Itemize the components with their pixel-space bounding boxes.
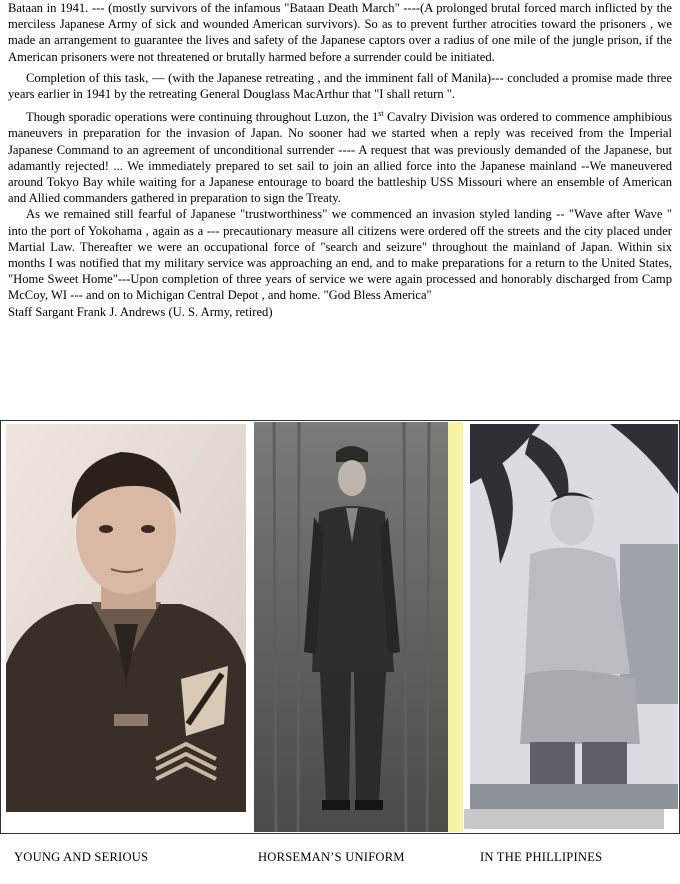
paragraph-3 [8, 109, 672, 206]
philippines-photo [470, 424, 678, 809]
paragraph-1: Bataan in 1941. --- (mostly survivors of the infamous "Bataan Death March" ----(A prolonged brutal forced march inflicted by the merciless Japanese Army of sick and wounded American survivors). So as to prevent further atrocities toward the prisoners , we made an arrangement to guarantee the lives and safety of the Japanese captors over a radius of one mile of the jungle prison, if the American prisoners were not threatened or brutally harmed before a surrender could be initiated. [8, 1, 672, 64]
photo-panel [0, 420, 680, 834]
uniform-photo [254, 422, 448, 832]
caption-young-and-serious: YOUNG AND SERIOUS [14, 850, 149, 864]
paragraph-3-start: Though sporadic operations were continuing throughout Luzon, the 1 [26, 110, 379, 125]
photo-base-strip [464, 809, 664, 829]
paragraph-4: As we remained still fearful of Japanese "trustworthiness" we commenced an invasion styled landing -- "Wave after Wave " into the port of Yokohama , again as a --- precautionary measure all citizens were ordered off the streets and the city placed under Martial Law. Thereafter we were an occupational force of "search and seizure" throughout the mainland of Japan. Within six months I was notified that my military service was approaching an end, and to make preparations for a return to the United States, "Home Sweet Home"---Upon completion of three years of service we were again processed and honorably discharged from Camp McCoy, WI --- and on to Michigan Central Depot , and home. "God Bless America" [8, 207, 672, 303]
signature-line: Staff Sargant Frank J. Andrews (U. S. Army, retired) [8, 304, 273, 319]
article-text [8, 0, 672, 320]
ordinal-superscript: st [378, 109, 384, 119]
paragraph-3-rest: Cavalry Division was ordered to commence amphibious maneuvers in preparation for the invasion of Japan. No sooner had we started when a reply was received from the Imperial Japanese Command to an agreement of unconditional surrender ---- A request that was previously demanded of the Japanese, but adamantly rejected! ... We immediately prepared to set sail to join an allied force into the Japanese mainland --We maneuvered around Tokyo Bay while waiting for a Japanese entourage to board the battleship USS Missouri where an ensemble of American and Allied commanders gathered in preparation to sign the Treaty. [8, 110, 672, 206]
caption-in-the-phillipines: IN THE PHILLIPINES [480, 850, 603, 864]
paragraph-2: Completion of this task, — (with the Japanese retreating , and the imminent fall of Manila)--- concluded a promise made three years earlier in 1941 by the retreating General Douglass MacArthur that "I shall return ". [8, 70, 672, 102]
portrait-photo [6, 424, 246, 812]
caption-horsemans-uniform: HORSEMAN’S UNIFORM [258, 850, 405, 864]
yellow-border-strip [448, 422, 463, 832]
